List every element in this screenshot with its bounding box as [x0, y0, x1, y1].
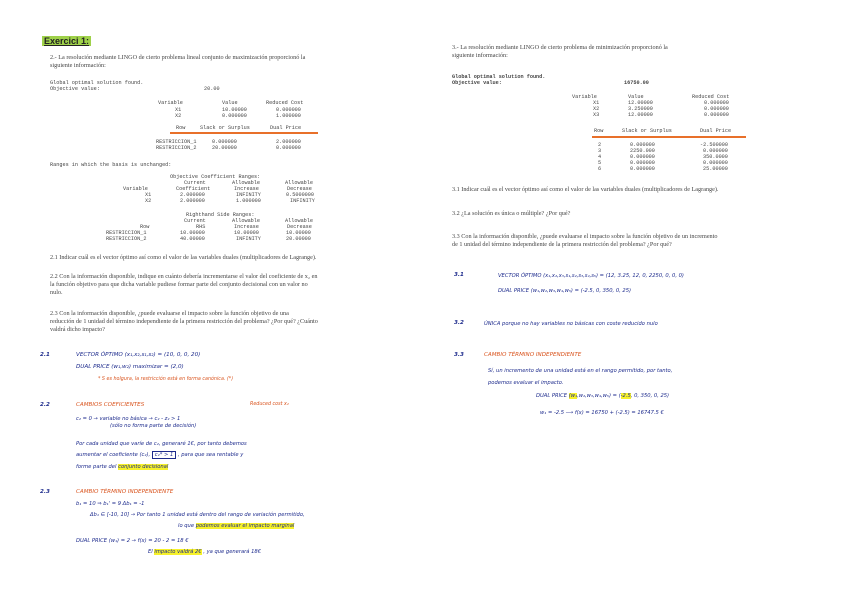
ans31-line2: DUAL PRICE (w₁,w₂,w₃,w₄,w₅) = (-2.5, 0, 350, 0, 25)	[498, 288, 632, 294]
ans22-number: 2.2	[40, 402, 50, 408]
right-var-value: 12.00000	[628, 100, 653, 106]
ans33-dual-rest: , 0, 350, 0, 25)	[630, 393, 670, 399]
obj-coef-title: Objective Coefficient Ranges:	[170, 174, 261, 180]
obj-h1: Allowable	[285, 180, 314, 186]
right-row-dual: 0.000000	[703, 160, 728, 166]
left-var-header-reduced: Reduced Cost	[266, 100, 304, 106]
ans22-line4-text: forme parte del	[76, 464, 117, 470]
q33-line: de 1 unidad del término independiente de la primera restricción del problema? ¿Por qué?	[452, 241, 672, 248]
q3-intro-line: siguiente información:	[452, 52, 508, 59]
ans32-line1: ÚNICA porque no hay variables no básicas con coste reducido nulo	[484, 321, 658, 327]
right-objective-label: Objective value:	[452, 80, 502, 86]
ans23-line3	[178, 523, 294, 529]
rhs-cell: 20.00000	[286, 236, 311, 242]
right-var-name: X1	[593, 100, 600, 106]
right-var-value: 12.00000	[628, 112, 653, 118]
left-var-header-variable: Variable	[158, 100, 183, 106]
highlight-underline	[170, 132, 318, 134]
ans22-line3	[76, 452, 243, 458]
left-row-dual: 2.000000	[276, 139, 301, 145]
ans22-boxed: c₂* > 1	[152, 451, 176, 459]
q23-line: valdrá dicho impacto?	[50, 326, 105, 333]
rhs-cell: RESTRICCION_2	[106, 236, 147, 242]
ans23-highlight-2: impacto valdrá 2€	[154, 549, 202, 555]
right-var-name: X2	[593, 106, 600, 112]
right-var-header-variable: Variable	[572, 94, 597, 100]
left-objective-value: 20.00	[204, 86, 220, 92]
ans21-number: 2.1	[40, 352, 50, 358]
left-row-slack: 0.000000	[212, 139, 237, 145]
right-row-slack: 0.000000	[630, 154, 655, 160]
right-row-dual: 350.0000	[703, 154, 728, 160]
ans22-note: Reduced cost x₂	[250, 402, 289, 407]
right-var-name: X3	[593, 112, 600, 118]
left-var-name: X1	[175, 107, 182, 113]
right-row-slack: 0.000000	[630, 142, 655, 148]
right-var-reduced: 0.000000	[704, 106, 729, 112]
highlight-underline	[592, 136, 746, 138]
right-var-header-reduced: Reduced Cost	[692, 94, 730, 100]
obj-cell: 1.000000	[236, 198, 261, 204]
ans31-line1: VECTOR ÓPTIMO (x₁,x₂,x₃,s₁,s₂,s₃,s₄,s₅) = (12, 3.25, 12, 0, 2250, 0, 0, 0)	[498, 273, 684, 279]
ranges-heading: Ranges in which the basis is unchanged:	[50, 162, 172, 168]
right-var-reduced: 0.000000	[704, 100, 729, 106]
right-row-slack: 2250.000	[630, 148, 655, 154]
ans23-line2: Δb₁ ∈ [-10, 10] → Por tanto 1 unidad está dentro del rango de variación permitido,	[90, 512, 305, 518]
ans23-line4: DUAL PRICE (w₁) = 2 → f(x) = 20 - 2 = 18 €	[76, 538, 189, 544]
q3-intro-line: 3.- La resolución mediante LINGO de cierto problema de minimización proporcionó la	[452, 44, 668, 51]
q32-text: 3.2 ¿La solución es única o múltiple? ¿Por qué?	[452, 210, 571, 217]
q2-intro-line: siguiente información:	[50, 62, 106, 69]
left-row-header-row: Row	[176, 125, 186, 131]
obj-cell: INFINITY	[290, 198, 315, 204]
q31-text: 3.1 Indicar cuál es el vector óptimo así como el valor de las variables duales (multiplicadores de Lagrange).	[452, 186, 719, 193]
rhs-h1: Allowable	[232, 218, 261, 224]
q23-text	[50, 310, 318, 334]
ans23-line5-text: El	[148, 549, 153, 555]
ans22-line2: Por cada unidad que varíe de c₂, generaré 1€, por tanto debemos	[76, 441, 247, 447]
right-row-name: 4	[598, 154, 602, 160]
q21-text: 2.1 Indicar cuál es el vector óptimo así como el valor de las variables duales (multiplicadores de Lagrange).	[50, 254, 317, 261]
obj-h1: Allowable	[232, 180, 261, 186]
ans33-line4: w₁ = -2.5 ⟶ f(x) = 16750 + (-2.5) = 16747.5 €	[540, 410, 664, 416]
obj-cell: X1	[145, 192, 152, 198]
ans33-heading: CAMBIO TÉRMINO INDEPENDIENTE	[484, 352, 582, 358]
rhs-h2: RHS	[196, 224, 206, 230]
ans22-line1b: (sólo no forma parte de decisión)	[110, 423, 197, 429]
exercise-title: Exercici 1:	[44, 36, 90, 46]
obj-cell: X2	[145, 198, 152, 204]
right-row-dual: 25.00000	[703, 166, 728, 172]
ans23-heading: CAMBIO TÉRMINO INDEPENDIENTE	[76, 489, 174, 495]
right-solution-found: Global optimal solution found.	[452, 74, 546, 80]
ans33-highlight-1: (w₁	[568, 393, 578, 399]
ans22-line3-rest: , para que sea rentable y	[177, 452, 244, 458]
right-var-value: 3.250000	[628, 106, 653, 112]
right-row-header-dual: Dual Price	[700, 128, 732, 134]
left-row-header-dual: Dual Price	[270, 125, 302, 131]
obj-cell: 2.000000	[180, 198, 205, 204]
ans32-number: 3.2	[454, 320, 464, 326]
ans33-highlight-2: -2.5	[620, 393, 631, 399]
ans22-line3-text: aumentar el coeficiente (c₂),	[76, 452, 151, 458]
right-objective-value: 16750.00	[624, 80, 649, 86]
q2-intro-line: 2.- La resolución mediante LINGO de cierto problema lineal conjunto de maximización proporcionó la	[50, 54, 306, 61]
obj-h2: Coefficient	[176, 186, 211, 192]
obj-cell: 0.5000000	[286, 192, 315, 198]
rhs-h2: Decrease	[287, 224, 312, 230]
rhs-cell: RESTRICCION_1	[106, 230, 147, 236]
rhs-cell: 10.00000	[180, 230, 205, 236]
right-row-name: 2	[598, 142, 602, 148]
ans33-dual-label: DUAL PRICE	[536, 393, 568, 399]
ans22-highlight: conjunto decisional	[118, 464, 169, 470]
left-objective-label: Objective value:	[50, 86, 100, 92]
left-var-name: X2	[175, 113, 182, 119]
right-row-name: 3	[598, 148, 602, 154]
left-row-name: RESTRICCION_2	[156, 145, 197, 151]
left-var-reduced: 1.000000	[276, 113, 301, 119]
ans33-line2: podemos evaluar el impacto.	[488, 380, 564, 386]
left-row-header-slack: Slack or Surplus	[200, 125, 250, 131]
ans21-line2: DUAL PRICE (w₁,w₂) maximizar = (2,0)	[76, 364, 184, 370]
left-row-dual: 0.000000	[276, 145, 301, 151]
ans22-line4	[76, 464, 168, 470]
obj-h2: Variable	[123, 186, 148, 192]
q22-text	[50, 273, 317, 297]
ans22-heading: CAMBIOS COEFICIENTES	[76, 402, 145, 408]
rhs-cell: INFINITY	[236, 236, 261, 242]
ans21-line1: VECTOR ÓPTIMO (x₁,x₂,s₁,s₂) = (10, 0, 0, 20)	[76, 352, 201, 358]
ans23-highlight-1: podemos evaluar el impacto marginal	[195, 523, 295, 529]
rhs-cell: 10.00000	[286, 230, 311, 236]
rhs-h2: Row	[140, 224, 150, 230]
obj-h2: Increase	[234, 186, 259, 192]
right-var-reduced: 0.000000	[704, 112, 729, 118]
left-solution-found: Global optimal solution found.	[50, 80, 144, 86]
ans23-line3-text: lo que	[178, 523, 195, 529]
left-var-value: 10.00000	[222, 107, 247, 113]
left-row-slack: 20.00000	[212, 145, 237, 151]
rhs-cell: 40.00000	[180, 236, 205, 242]
left-var-header-value: Value	[222, 100, 238, 106]
left-var-value: 0.000000	[222, 113, 247, 119]
right-var-header-value: Value	[628, 94, 644, 100]
q2-intro	[50, 54, 305, 70]
right-row-name: 6	[598, 166, 602, 172]
ans31-number: 3.1	[454, 272, 464, 278]
q22-line: nulo.	[50, 289, 63, 296]
q33-line: 3.3 Con la información disponible, ¿puede evaluarse el impacto sobre la función objetivo de un incremento	[452, 233, 718, 240]
right-row-dual: -2.500000	[700, 142, 729, 148]
right-row-dual: 0.000000	[703, 148, 728, 154]
rhs-h1: Allowable	[285, 218, 314, 224]
q33-text	[452, 233, 717, 249]
ans23-number: 2.3	[40, 489, 50, 495]
rhs-title: Righthand Side Ranges:	[186, 212, 255, 218]
rhs-cell: 10.00000	[234, 230, 259, 236]
right-row-name: 5	[598, 160, 602, 166]
right-row-header-slack: Slack or Surplus	[622, 128, 672, 134]
ans33-number: 3.3	[454, 352, 464, 358]
ans23-line5	[148, 549, 261, 555]
right-row-header-row: Row	[594, 128, 604, 134]
ans22-line1: c₂ = 0 → variable no básica → c₂ - z₂ > 1	[76, 416, 181, 422]
left-var-reduced: 0.000000	[276, 107, 301, 113]
q22-line: 2.2 Con la información disponible, indique en cuánto debería incrementarse el valor del coeficiente de x₂ en	[50, 273, 318, 280]
obj-cell: 2.000000	[180, 192, 205, 198]
ans33-dual-mid: ,w₂,w₃,w₄,w₅) = (	[577, 393, 621, 399]
right-row-slack: 0.000000	[630, 166, 655, 172]
obj-h2: Decrease	[287, 186, 312, 192]
rhs-h1: Current	[184, 218, 206, 224]
right-row-slack: 0.000000	[630, 160, 655, 166]
q22-line: la función objetivo para que dicha variable pudiese formar parte del conjunto decisional con un valor no	[50, 281, 308, 288]
q3-intro	[452, 44, 668, 60]
ans33-line3	[536, 393, 669, 399]
ans23-line1: b₁ = 10 ⇒ b₁' = 9 Δb₁ = -1	[76, 501, 145, 507]
ans21-note: * S es holgura, la restricción está en forma canónica. (*)	[98, 377, 234, 382]
rhs-h2: Increase	[234, 224, 259, 230]
ans23-line5-rest: , ya que generará 18€	[203, 549, 262, 555]
obj-cell: INFINITY	[236, 192, 261, 198]
q23-line: reducción de 1 unidad del término independiente de la primera restricción del problema? ¿Por qué? ¿Cuánto	[50, 318, 318, 325]
obj-h1: Current	[184, 180, 206, 186]
ans33-line1: Sí, un incremento de una unidad está en el rango permitido, por tanto,	[488, 368, 673, 374]
q23-line: 2.3 Con la información disponible, ¿puede evaluarse el impacto sobre la función objetivo de una	[50, 310, 289, 317]
left-row-name: RESTRICCION_1	[156, 139, 197, 145]
